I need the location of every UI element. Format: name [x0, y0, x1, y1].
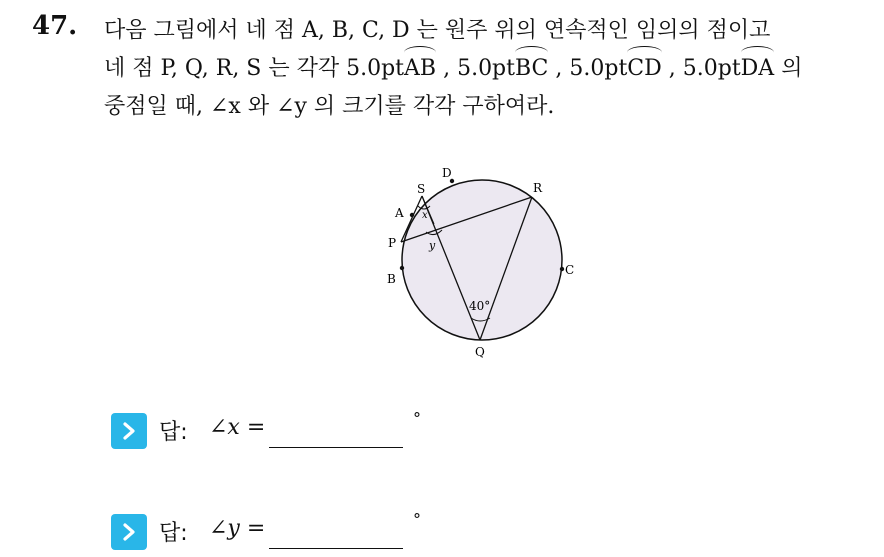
label-b: B — [387, 272, 396, 286]
geometry-figure — [382, 162, 582, 372]
angle-q-label: 40° — [469, 299, 491, 313]
point-a — [410, 213, 414, 217]
problem-line-1: 다음 그림에서 네 점 A, B, C, D 는 원주 위의 연속적인 임의의 점이고 — [104, 18, 771, 43]
label-s: S — [417, 182, 426, 196]
arc-bc: BC — [515, 50, 548, 88]
circle — [402, 180, 562, 340]
arc-da: DA — [741, 50, 775, 88]
label-p: P — [388, 236, 397, 250]
degree-unit: ° — [413, 510, 421, 529]
sep-2: , 5.0pt — [548, 56, 628, 81]
point-c — [560, 267, 564, 271]
degree-unit: ° — [413, 409, 421, 428]
answer-expression: ∠x = — [209, 415, 266, 440]
problem-number: 47. — [32, 11, 78, 41]
label-c: C — [565, 263, 575, 277]
label-r: R — [533, 181, 543, 195]
problem-text — [104, 12, 874, 126]
line2-prefix: 네 점 P, Q, R, S 는 각각 5.0pt — [104, 56, 405, 81]
arc-cd: CD — [627, 50, 661, 88]
problem-line-3: 중점일 때, ∠x 와 ∠y 의 크기를 각각 구하여라. — [104, 94, 555, 119]
answer-label: 답: — [159, 420, 188, 445]
answer-blank-y[interactable] — [269, 548, 403, 549]
chevron-right-icon — [111, 413, 147, 449]
arc-ab: AB — [404, 50, 436, 88]
chevron-right-icon — [111, 514, 147, 550]
answer-blank-x[interactable] — [269, 447, 403, 448]
label-q: Q — [475, 345, 485, 359]
point-b — [400, 266, 404, 270]
sep-1: , 5.0pt — [436, 56, 515, 81]
answer-label: 답: — [159, 521, 188, 546]
line2-suffix: 의 — [774, 56, 803, 81]
answer-expression: ∠y = — [209, 516, 266, 541]
problem-line-2 — [104, 50, 874, 88]
angle-y-label: y — [429, 239, 436, 252]
sep-3: , 5.0pt — [661, 56, 741, 81]
label-a: A — [395, 206, 404, 220]
label-d: D — [442, 166, 452, 180]
angle-x-label: x — [422, 210, 428, 221]
